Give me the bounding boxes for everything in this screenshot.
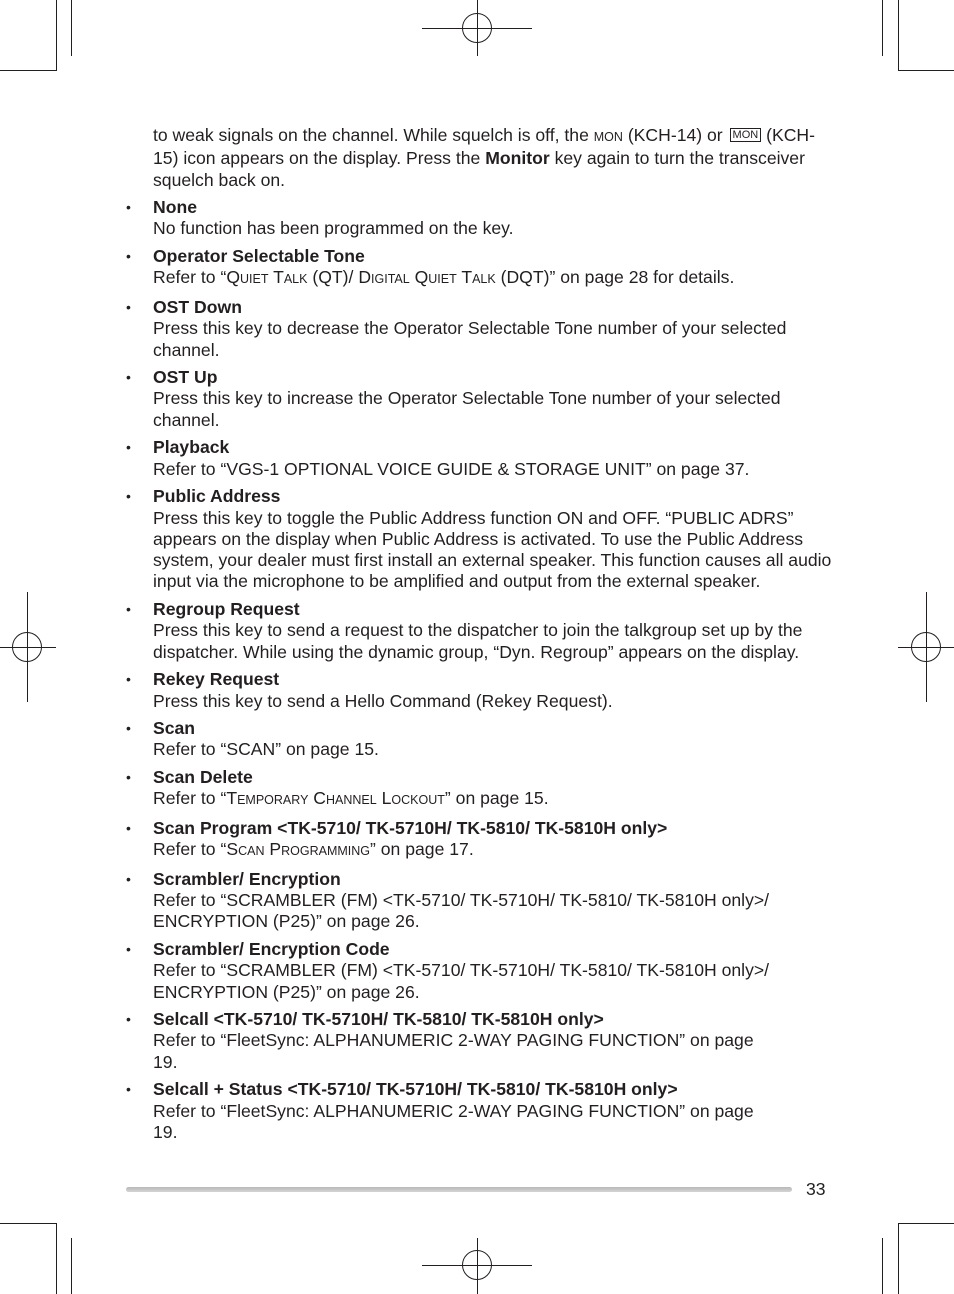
mon-icon: MON [730, 128, 762, 142]
bullet-icon: • [126, 1011, 131, 1028]
item-title: Scan Program <TK-5710/ TK-5710H/ TK-5810/ TK-5810H only> [153, 817, 668, 838]
item-title: Scrambler/ Encryption Code [153, 938, 390, 959]
bullet-icon: • [126, 671, 131, 688]
crop-mark [882, 0, 883, 56]
crop-mark [71, 1238, 72, 1294]
footer-rule [126, 1187, 792, 1192]
item-description: Press this key to decrease the Operator Selectable Tone number of your selected channel. [153, 318, 787, 360]
item-title: Scan Delete [153, 766, 253, 787]
list-item [126, 246, 833, 291]
item-title: Selcall + Status <TK-5710/ TK-5710H/ TK-5810/ TK-5810H only> [153, 1079, 678, 1100]
list-item [126, 938, 833, 1003]
mon-text: MON [593, 130, 623, 144]
bullet-icon: • [126, 369, 131, 386]
item-description: Refer to “SCRAMBLER (FM) <TK-5710/ TK-5710H/ TK-5810/ TK-5810H only>/ ENCRYPTION (P25)” on page 26. [153, 960, 770, 1002]
item-title: Playback [153, 437, 230, 458]
item-title: OST Down [153, 296, 242, 317]
crop-mark [898, 1223, 954, 1224]
list-item [126, 766, 833, 812]
item-description: Refer to “TEMPORARY CHANNEL LOCKOUT” on page 15. [153, 788, 549, 809]
crop-mark [882, 1238, 883, 1294]
item-description: Refer to “FleetSync: ALPHANUMERIC 2-WAY PAGING FUNCTION” on page 19. [153, 1030, 754, 1072]
crop-mark [898, 70, 954, 71]
crop-mark [898, 0, 899, 71]
crop-mark [0, 70, 56, 71]
crop-mark [71, 0, 72, 56]
item-description: Refer to “FleetSync: ALPHANUMERIC 2-WAY PAGING FUNCTION” on page 19. [153, 1100, 754, 1142]
item-title: Selcall <TK-5710/ TK-5710H/ TK-5810/ TK-5810H only> [153, 1009, 604, 1030]
list-item [126, 599, 833, 663]
item-description: Refer to “QUIET TALK (QT)/ DIGITAL QUIET TALK (DQT)” on page 28 for details. [153, 267, 735, 288]
bullet-icon: • [126, 298, 131, 315]
bullet-icon: • [126, 488, 131, 505]
list-item [126, 197, 833, 240]
bullet-icon: • [126, 439, 131, 456]
list-item [126, 367, 833, 431]
item-title: Rekey Request [153, 669, 280, 690]
list-item [126, 486, 833, 592]
registration-mark [462, 1250, 492, 1280]
page-number: 33 [806, 1179, 826, 1199]
bullet-icon: • [126, 1081, 131, 1098]
item-description: Refer to “SCAN PROGRAMMING” on page 17. [153, 839, 474, 860]
list-item [126, 437, 833, 480]
item-title: Regroup Request [153, 599, 300, 620]
list-item [126, 669, 833, 712]
crop-mark [0, 1223, 56, 1224]
list-item [126, 296, 833, 361]
item-description: Press this key to toggle the Public Address function ON and OFF. “PUBLIC ADRS” appears on the display when Public Address is activated. To use the Public Address system, your dealer must first install an external speaker. This function causes all audio input via the microphone to be amplified and output from the external speaker. [153, 507, 832, 592]
monitor-key: Monitor [485, 148, 550, 169]
page-content [126, 125, 833, 1143]
registration-mark [462, 13, 492, 43]
item-title: Scrambler/ Encryption [153, 868, 341, 889]
list-item [126, 718, 833, 761]
item-title: Public Address [153, 486, 281, 507]
item-title: Scan [153, 718, 196, 739]
item-description: Press this key to increase the Operator Selectable Tone number of your selected channel. [153, 388, 781, 430]
item-description: Refer to “SCRAMBLER (FM) <TK-5710/ TK-5710H/ TK-5810/ TK-5810H only>/ ENCRYPTION (P25)” on page 26. [153, 890, 770, 932]
item-description: Refer to “SCAN” on page 15. [153, 739, 379, 760]
item-title: OST Up [153, 367, 218, 388]
item-title: None [153, 197, 197, 218]
crop-mark [56, 0, 57, 71]
list-item [126, 817, 833, 863]
bullet-icon: • [126, 768, 131, 785]
crop-mark [898, 1223, 899, 1294]
item-description: Press this key to send a request to the dispatcher to join the talkgroup set up by the dispatcher. While using the dynamic group, “Dyn. Regroup” appears on the display. [153, 620, 803, 662]
bullet-icon: • [126, 870, 131, 887]
bullet-icon: • [126, 940, 131, 957]
item-description: Press this key to send a Hello Command (Rekey Request). [153, 690, 613, 711]
list-item [126, 868, 833, 933]
crop-mark [56, 1223, 57, 1294]
item-description: No function has been programmed on the key. [153, 218, 514, 239]
bullet-icon: • [126, 199, 131, 216]
bullet-icon: • [126, 819, 131, 836]
list-item [126, 1079, 833, 1143]
bullet-icon: • [126, 248, 131, 265]
bullet-icon: • [126, 720, 131, 737]
registration-mark [12, 632, 42, 662]
intro-paragraph: to weak signals on the channel. While squelch is off, the MON (KCH-14) or MON (KCH-15) icon appears on the display. Press the Monitor key again to turn the transceiver squelch back on. [153, 125, 815, 190]
bullet-icon: • [126, 601, 131, 618]
item-description: Refer to “VGS-1 OPTIONAL VOICE GUIDE & STORAGE UNIT” on page 37. [153, 458, 750, 479]
registration-mark [911, 632, 941, 662]
list-item [126, 1009, 833, 1073]
item-title: Operator Selectable Tone [153, 246, 365, 267]
